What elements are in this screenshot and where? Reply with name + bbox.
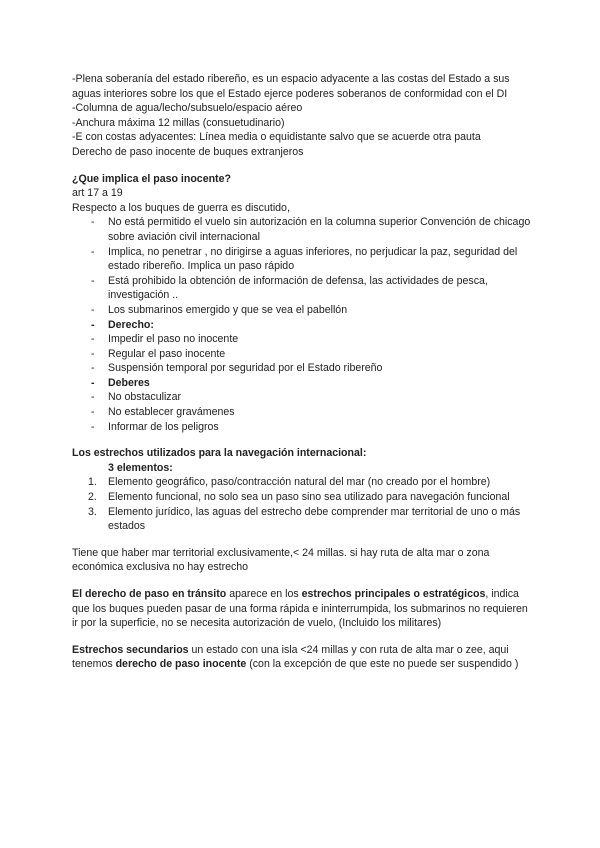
numbered-list xyxy=(72,475,532,533)
item-number: 1. xyxy=(88,476,97,489)
intro-line: -Anchura máxima 12 millas (consuetudinario) xyxy=(72,116,285,129)
bold-term: El derecho de paso en tránsito xyxy=(72,588,227,600)
bold-term: derecho de paso inocente xyxy=(115,658,247,671)
intro-line: Derecho de paso inocente de buques extranjeros xyxy=(72,145,304,158)
estrechos-section xyxy=(72,446,532,575)
item-text: Elemento jurídico, las aguas del estrecho debe comprender mar territorial de uno o más estados xyxy=(108,505,521,533)
list-item xyxy=(72,490,532,505)
list-item: - Implica, no penetrar , no dirigirse a aguas inferiores, no perjudicar la paz, seguridad del estado ribereño. Implica un paso rápido xyxy=(72,245,532,274)
item-number: 3. xyxy=(88,505,97,518)
document-page xyxy=(72,72,532,672)
bold-term: estrechos principales o estratégicos xyxy=(301,588,486,600)
item-text: Elemento geográfico, paso/contracción natural del mar (no creado por el hombre) xyxy=(108,476,491,489)
bullet-list xyxy=(72,215,532,434)
intro-line: -Plena soberanía del estado ribereño, es un espacio adyacente a las costas del Estado a sus aguas interiores sobre los que el Estado ejerce poderes soberanos de conformidad con el DI xyxy=(72,73,510,100)
text-run: aparece en los xyxy=(226,588,302,600)
list-item xyxy=(72,505,532,534)
intro-line: -E con costas adyacentes: Línea media o equidistante salvo que se acuerde otra pauta xyxy=(72,131,481,144)
section-heading: ¿Que implica el paso inocente? xyxy=(72,172,231,185)
list-item-derecho: - Derecho: xyxy=(72,318,532,333)
text-run: (con la excepción de que este no puede ser suspendido ) xyxy=(246,658,519,671)
item-number: 2. xyxy=(88,491,97,504)
secundarios-paragraph xyxy=(72,643,532,672)
list-item: - Suspensión temporal por seguridad por el Estado ribereño xyxy=(72,361,532,376)
paragraph: Respecto a los buques de guerra es discutido, xyxy=(72,201,290,214)
list-item-deberes: - Deberes xyxy=(72,376,532,391)
list-item: - No obstaculizar xyxy=(72,390,532,405)
text-run: , indica que los buques pueden pasar de una forma rápida e ininterrumpida, los submarinos no requieren ir por la superficie, no se necesita autorización de vuelo, (Incluido los militares) xyxy=(72,588,528,630)
list-item: - No establecer gravámenes xyxy=(72,405,532,420)
section-heading: Los estrechos utilizados para la navegación internacional: xyxy=(72,447,367,460)
list-item: - Los submarinos emergido y que se vea el pabellón xyxy=(72,303,532,318)
list-item: - No está permitido el vuelo sin autorización en la columna superior Convención de chicago sobre aviación civil internacional xyxy=(72,215,532,244)
text-run: un estado con una isla <24 millas y con ruta de alta mar o zee, aqui tenemos xyxy=(72,643,509,671)
list-item: - Regular el paso inocente xyxy=(72,347,532,362)
article-reference: art 17 a 19 xyxy=(72,187,123,200)
paragraph: Tiene que haber mar territorial exclusivamente,< 24 millas. si hay ruta de alta mar o zona económica exclusiva no hay estrecho xyxy=(72,546,490,574)
paso-inocente-section xyxy=(72,172,532,435)
list-item xyxy=(72,475,532,490)
bold-term: Estrechos secundarios xyxy=(72,643,189,656)
item-text: Elemento funcional, no solo sea un paso sino sea utilizado para navegación funcional xyxy=(108,491,510,504)
list-item: - Está prohibido la obtención de información de defensa, las actividades de pesca, investigación .. xyxy=(72,274,532,303)
intro-section xyxy=(72,72,532,160)
list-item: - Impedir el paso no inocente xyxy=(72,332,532,347)
list-item: - Informar de los peligros xyxy=(72,420,532,435)
transito-paragraph xyxy=(72,587,532,631)
intro-line: -Columna de agua/lecho/subsuelo/espacio aéreo xyxy=(72,102,303,115)
subheading: 3 elementos: xyxy=(108,461,173,474)
